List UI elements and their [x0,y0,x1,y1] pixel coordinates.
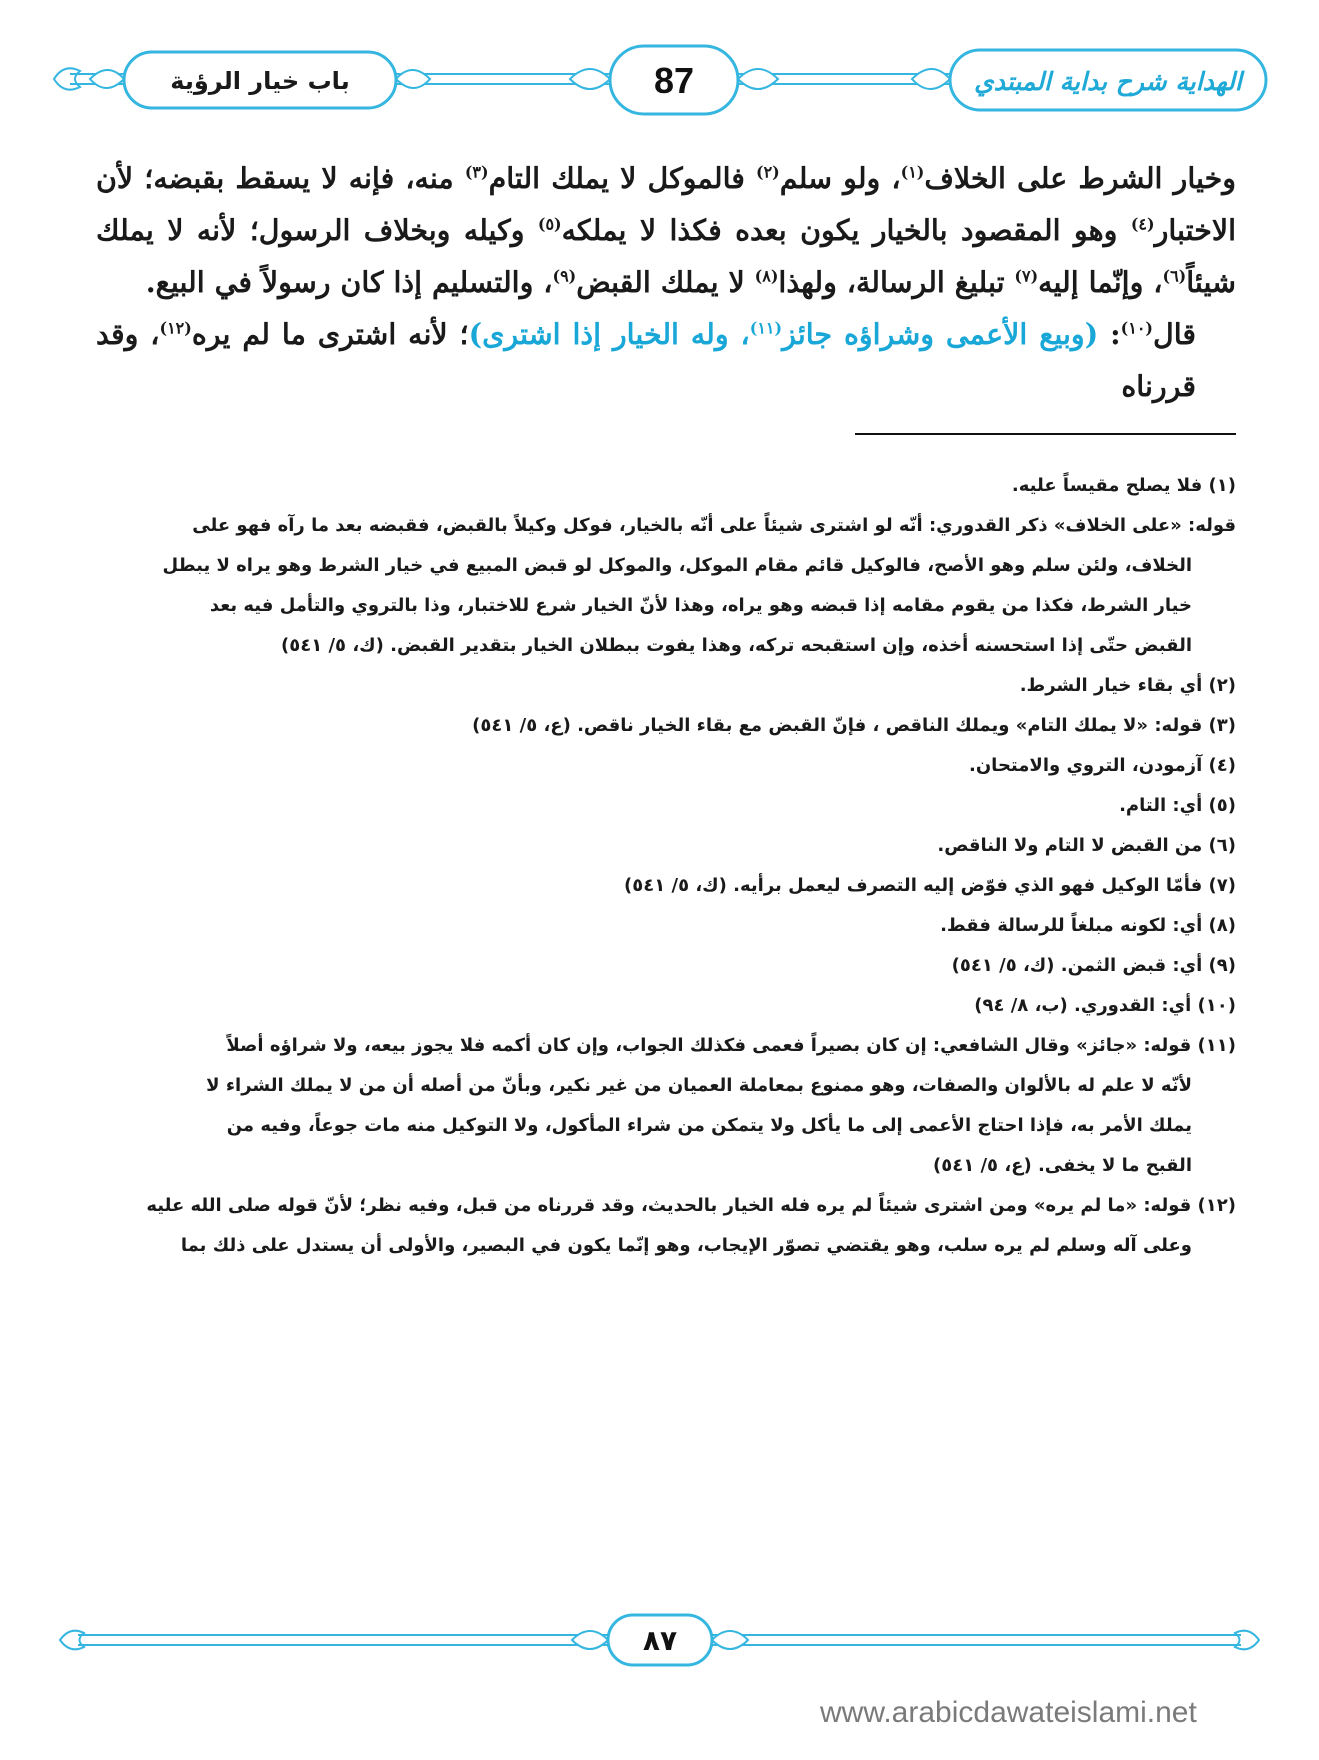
text-run: وخيار الشرط على الخلاف [924,161,1236,195]
footnote-ref[interactable]: (٧) [1014,266,1039,286]
header-page-number: 87 [653,60,695,101]
text-run: : [1098,317,1121,351]
text-run: وهو المقصود بالخيار يكون بعده فكذا لا يملكه [561,213,1131,247]
footnote-line: (١) فلا يصلح مقيساً عليه. [1011,475,1236,496]
footnote-line: القبح ما لا يخفى. (ع، ٥/ ٥٤١) [933,1155,1192,1176]
footer-page-number: ٨٧ [642,1623,678,1657]
footnote-line: (٤) آزمودن، التروي والامتحان. [968,755,1236,776]
page-footer [56,1612,1263,1668]
footnote-line: (٩) أي: قبض الثمن. (ك، ٥/ ٥٤١) [951,955,1236,976]
footnote-line: (٣) قوله: «لا يملك التام» ويملك الناقص ، فإنّ القبض مع بقاء الخيار ناقص. (ع، ٥/ ٥٤١) [472,715,1236,736]
text-run: ، والتسليم إذا كان رسولاً في البيع. [145,265,553,299]
website-url[interactable]: www.arabicdawateislami.net [820,1696,1197,1729]
footnote-line: (٧) فأمّا الوكيل فهو الذي فوّض إليه التصرف ليعمل برأيه. (ك، ٥/ ٥٤١) [624,875,1236,896]
text-run: منه، فإنه لا يسقط بقبضه؛ لأن الاختبار [96,161,1236,247]
footnote-line: يملك الأمر به، فإذا احتاج الأعمى إلى ما يأكل ولا يتمكن من شراء المأكول، ولا التوكيل منه مات جوعاً، وفيه من [226,1115,1192,1136]
footnotes [96,466,1236,1266]
footnote-line: قوله: «على الخلاف» ذكر القدوري: أنّه لو اشترى شيئاً على أنّه بالخيار، فوكل وكيلاً بالقبض، فقبضه بعد ما رآه فهو على [192,515,1236,536]
footnote-separator [855,433,1236,435]
text-run: فالموكل لا يملك التام [488,161,756,195]
footnote-ref[interactable]: (٩) [552,266,577,286]
footnote-ref[interactable]: (١٢) [159,318,192,338]
footnote-ref[interactable]: (٢) [756,162,780,182]
footnote-line: (٥) أي: التام. [1119,795,1236,816]
footnote-ref[interactable]: (١١) [749,318,783,338]
text-run: وكيله وبخلاف الرسول؛ لأنه لا يملك شيئاً [96,213,1236,299]
footnote-ref[interactable]: (١) [900,162,925,182]
footnote-line: (١١) قوله: «جائز» وقال الشافعي: إن كان بصيراً فعمى فكذلك الجواب، وإن كان أكمه فلا يجوز بيعه، ولا شراؤه أصلاً [226,1035,1236,1056]
text-run: ، وإنّما إليه [1038,265,1163,299]
footnote-line: القبض حتّى إذا استحسنه أخذه، وإن استقبحه تركه، وهذا يفوت ببطلان الخيار بتقدير القبض. (ك، ٥/ ٥٤١) [281,635,1192,656]
footnote-ref[interactable]: (٥) [537,214,562,234]
footnote-ref[interactable]: (٤) [1130,214,1155,234]
text-run: ، ولو سلم [779,161,901,195]
text-run: تبليغ الرسالة، ولهذا [778,265,1015,299]
footnote-line: الخلاف، ولئن سلم وهو الأصح، فالوكيل قائم مقام الموكل، والموكل لو قبض المبيع في خيار الشرط وهو يراه لا يبطل [162,555,1192,576]
footnote-line: (٨) أي: لكونه مبلغاً للرسالة فقط. [940,915,1236,936]
footnote-ref[interactable]: (٨) [754,266,779,286]
book-title: الهداية شرح بداية المبتدي [974,66,1242,96]
chapter-title: باب خيار الرؤية [170,67,350,95]
footnote-line: وعلى آله وسلم لم يره سلب، وهو يقتضي تصوّر الإيجاب، وهو إنّما يكون في البصير، والأولى أن يستدل على ذلك بما [180,1235,1192,1256]
footnote-line: (١٢) قوله: «ما لم يره» ومن اشترى شيئاً لم يره فله الخيار بالحديث، وقد قررناه من قبل، وفيه نظر؛ لأنّ قوله صلى الله عليه [146,1195,1236,1216]
footnote-line: (١٠) أي: القدوري. (ب، ٨/ ٩٤) [974,995,1236,1016]
matn-text: (وبيع الأعمى وشراؤه جائز [782,317,1099,351]
matn-text: ، وله الخيار إذا اشترى) [468,317,750,351]
footnote-ref[interactable]: (٣) [464,162,489,182]
footnote-line: (٦) من القبض لا التام ولا الناقص. [937,835,1236,856]
main-text [96,152,1236,412]
text-run: لا يملك القبض [576,265,755,299]
text-run: ، وقد قررناه [96,317,1196,403]
footnote-line: (٢) أي بقاء خيار الشرط. [1019,675,1236,696]
footnote-ref[interactable]: (٦) [1162,266,1187,286]
main-paragraph-2 [96,308,1236,412]
main-paragraph-1 [96,152,1236,308]
footnote-ref[interactable]: (١٠) [1120,318,1153,338]
text-run: قال [1152,317,1196,351]
page-header [50,38,1269,120]
footnote-line: خيار الشرط، فكذا من يقوم مقامه إذا قبضه وهو يراه، وهذا لأنّ الخيار شرع للاختبار، وذا بالتروي والتأمل فيه بعد [209,595,1192,616]
text-run: ؛ لأنه اشترى ما لم يره [191,317,469,351]
footnote-line: لأنّه لا علم له بالألوان والصفات، وهو ممنوع بمعاملة العميان من غير نكير، وبأنّ من أصله أن من لا يملك الشراء لا [206,1075,1192,1096]
